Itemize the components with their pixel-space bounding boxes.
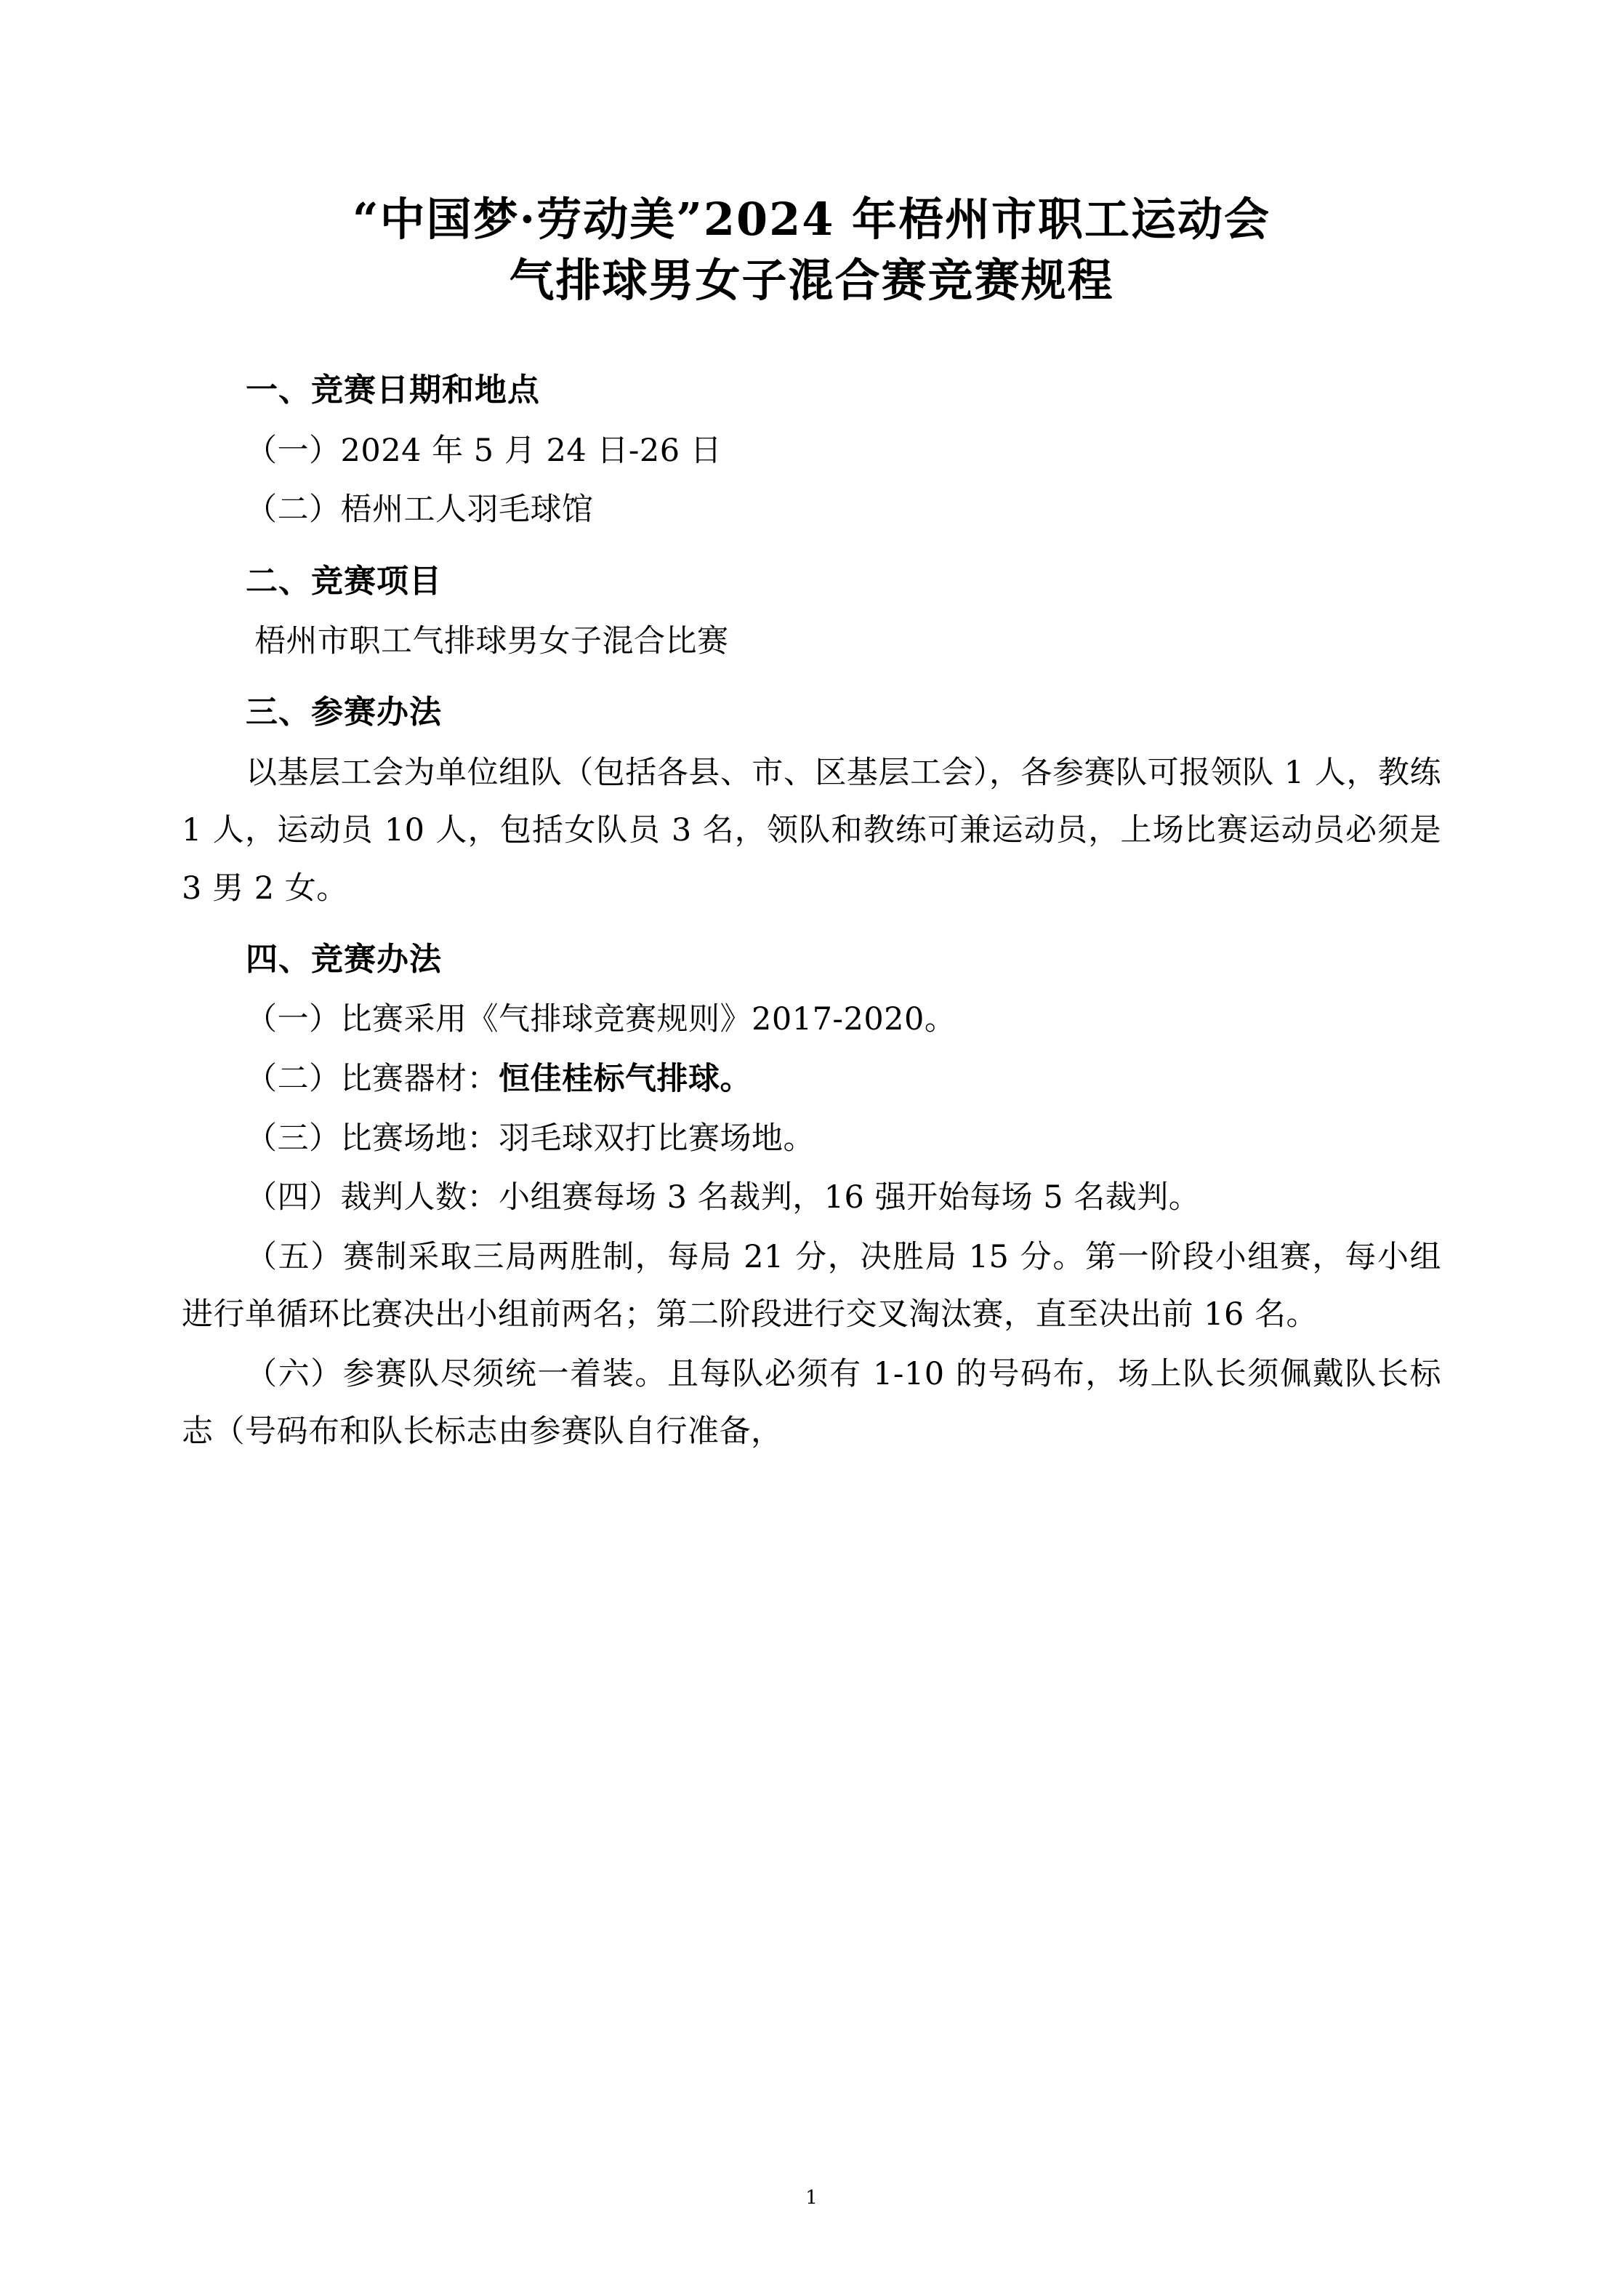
page-title [182, 189, 1441, 310]
section-4-paragraph-6: （六）参赛队尽须统一着装。且每队必须有 1-10 的号码布，场上队长须佩戴队长标志（号码布和队长标志由参赛队自行准备， [182, 1355, 1441, 1450]
page-number: 1 [805, 2187, 818, 2209]
section-heading-1: 一、竞赛日期和地点 [246, 372, 540, 409]
section-4-paragraph-5: （五）赛制采取三局两胜制，每局 21 分，决胜局 15 分。第一阶段小组赛，每小组进行单循环比赛决出小组前两名；第二阶段进行交叉淘汰赛，直至决出前 16 名。 [182, 1238, 1441, 1333]
section-4-paragraph-4: （四）裁判人数：小组赛每场 3 名裁判，16 强开始每场 5 名裁判。 [246, 1179, 1201, 1216]
page-title-line-2: 气排球男女子混合赛竞赛规程 [509, 253, 1114, 307]
section-3-paragraph-1: 以基层工会为单位组队（包括各县、市、区基层工会），各参赛队可报领队 1 人，教练 1 人，运动员 10 人，包括女队员 3 名，领队和教练可兼运动员，上场比赛运动员必须是 3 男 2 女。 [182, 754, 1441, 907]
section-4-paragraph-2 [182, 1051, 1441, 1109]
section-4-paragraph-2-text: （二）比赛器材：恒佳桂标气排球。 [246, 1060, 752, 1097]
section-2-paragraph-1: 梧州市职工气排球男女子混合比赛 [254, 622, 729, 659]
section-heading-4: 四、竞赛办法 [246, 941, 442, 979]
section-1-paragraph-1: （一）2024 年 5 月 24 日-26 日 [246, 432, 722, 469]
section-1-paragraph-2: （二）梧州工人羽毛球馆 [246, 491, 594, 529]
section-4-paragraph-3: （三）比赛场地：羽毛球双打比赛场地。 [246, 1120, 815, 1157]
section-heading-3: 三、参赛办法 [246, 694, 442, 731]
page-title-line-1: “中国梦·劳动美”2024 年梧州市职工运动会 [352, 193, 1271, 246]
section-heading-2: 二、竞赛项目 [246, 562, 442, 600]
section-4-paragraph-1: （一）比赛采用《气排球竞赛规则》2017-2020。 [246, 1001, 957, 1038]
